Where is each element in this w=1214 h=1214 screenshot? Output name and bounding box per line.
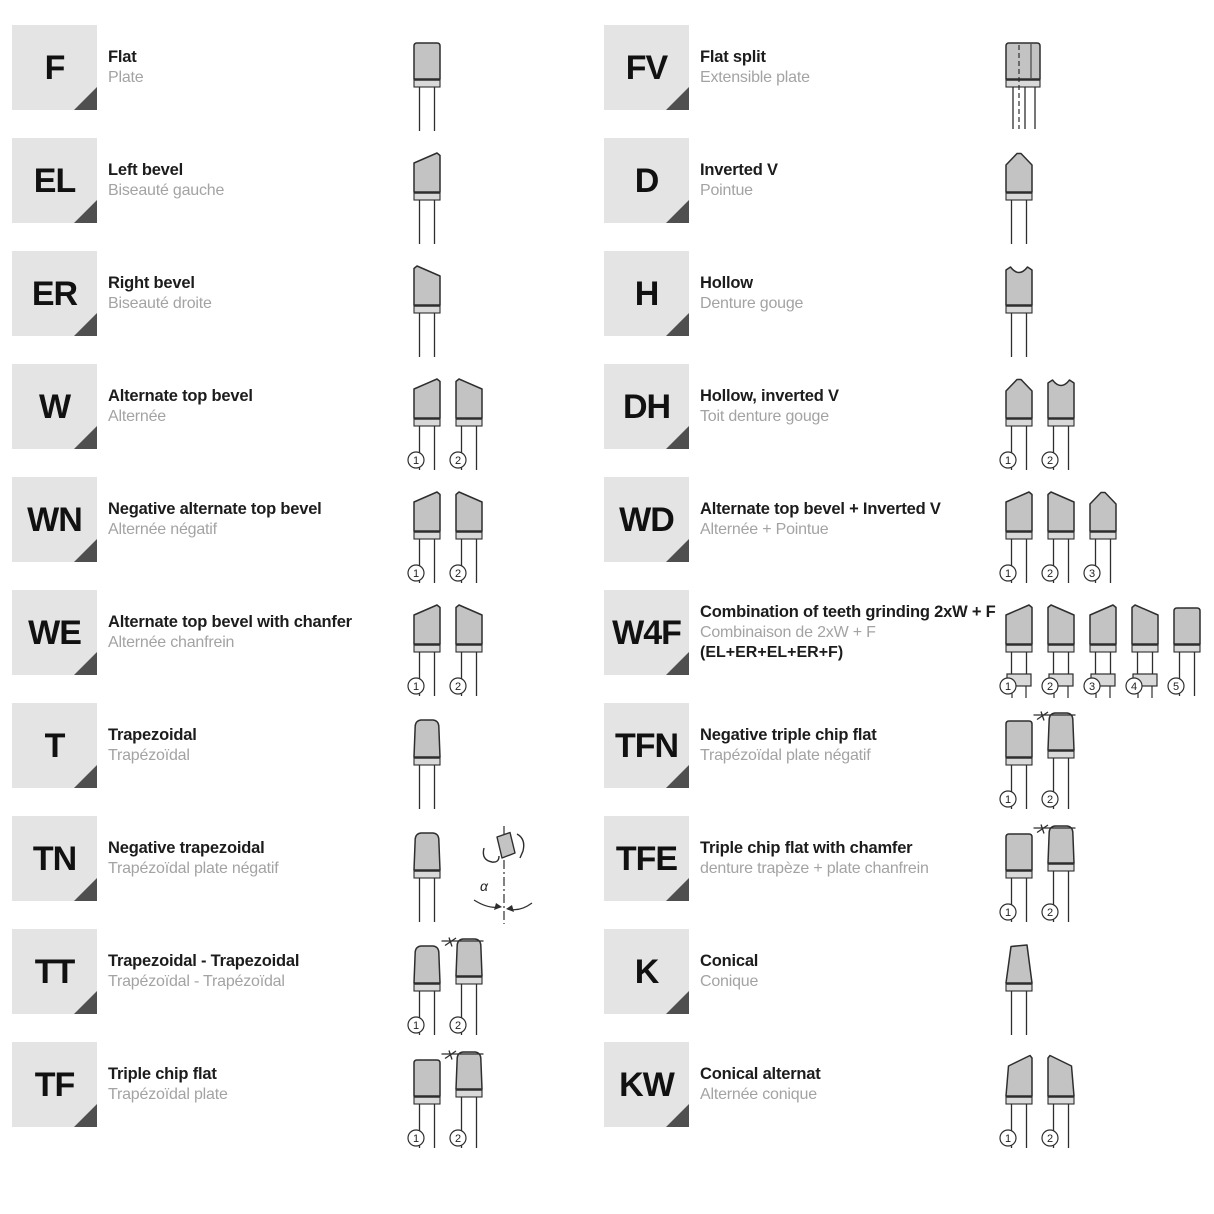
tooth-profile-illustration [406, 146, 462, 250]
svg-text:2: 2 [454, 1019, 462, 1032]
type-text-block [700, 816, 1010, 901]
type-title: Alternate top bevel + Inverted V [700, 500, 941, 519]
type-subtitle: Alternée négatif [108, 520, 217, 538]
tooth-type-row-k [604, 929, 1204, 1042]
svg-text:2: 2 [454, 1132, 462, 1145]
badge-corner-fold-icon [666, 991, 689, 1014]
svg-text:2: 2 [1046, 793, 1054, 806]
type-title: Left bevel [108, 161, 184, 180]
tooth-type-row-dh [604, 364, 1204, 477]
svg-text:4: 4 [1130, 680, 1138, 693]
type-text-block [700, 364, 1010, 449]
type-title: Triple chip flat [108, 1065, 217, 1084]
badge-corner-fold-icon [666, 878, 689, 901]
badge-corner-fold-icon [666, 87, 689, 110]
type-code-label: TF [34, 1065, 75, 1104]
type-subtitle: Trapézoïdal plate négatif [700, 746, 871, 764]
svg-text:1: 1 [1004, 906, 1012, 919]
type-code-label: D [634, 161, 659, 200]
type-code-badge [12, 364, 97, 449]
svg-text:3: 3 [1088, 680, 1096, 693]
svg-text:2: 2 [1046, 567, 1054, 580]
tooth-profile-illustration [406, 485, 504, 589]
type-text-block [108, 138, 418, 223]
type-subtitle: Conique [700, 972, 759, 990]
tooth-profile-illustration [998, 711, 1096, 815]
type-code-label: F [44, 48, 65, 87]
type-subtitle: Biseauté gauche [108, 181, 225, 199]
type-code-label: K [634, 952, 659, 991]
type-text-block [108, 703, 418, 788]
svg-text:1: 1 [1004, 680, 1012, 693]
svg-text:1: 1 [1004, 1132, 1012, 1145]
type-title: Hollow [700, 274, 753, 293]
type-code-badge [12, 816, 97, 901]
type-text-block [700, 477, 1010, 562]
type-code-badge [604, 138, 689, 223]
badge-corner-fold-icon [74, 652, 97, 675]
type-subtitle: Extensible plate [700, 68, 810, 86]
type-text-block [108, 477, 418, 562]
type-subtitle: Combinaison de 2xW + F [700, 623, 876, 641]
tooth-type-row-kw [604, 1042, 1204, 1155]
tooth-profile-illustration [406, 598, 504, 702]
type-code-label: W [38, 387, 71, 426]
type-title: Inverted V [700, 161, 778, 180]
badge-corner-fold-icon [666, 539, 689, 562]
tooth-profile-illustration [406, 372, 504, 476]
type-code-badge [604, 1042, 689, 1127]
svg-text:1: 1 [1004, 567, 1012, 580]
type-text-block [700, 251, 1010, 336]
badge-corner-fold-icon [74, 313, 97, 336]
badge-corner-fold-icon [74, 539, 97, 562]
svg-text:α: α [480, 878, 488, 894]
type-title: Right bevel [108, 274, 195, 293]
right-column [604, 25, 1204, 1155]
svg-text:3: 3 [1088, 567, 1096, 580]
type-code-label: WN [27, 500, 82, 539]
tooth-type-row-wd [604, 477, 1204, 590]
type-code-badge [604, 25, 689, 110]
badge-corner-fold-icon [74, 991, 97, 1014]
type-text-block [108, 25, 418, 110]
type-code-label: DH [622, 387, 671, 426]
type-code-badge [604, 816, 689, 901]
type-code-label: ER [31, 274, 78, 313]
type-text-block [108, 251, 418, 336]
type-title: Trapezoidal - Trapezoidal [108, 952, 300, 971]
badge-corner-fold-icon [74, 1104, 97, 1127]
type-subtitle: Alternée chanfrein [108, 633, 235, 651]
left-column [12, 25, 612, 1155]
svg-text:2: 2 [454, 680, 462, 693]
type-subtitle: Alternée [108, 407, 166, 425]
type-code-badge [604, 364, 689, 449]
type-subtitle: Alternée conique [700, 1085, 817, 1103]
type-subtitle: Biseauté droite [108, 294, 212, 312]
type-title: Negative triple chip flat [700, 726, 877, 745]
tooth-type-row-t [12, 703, 612, 816]
type-code-label: KW [619, 1065, 674, 1104]
badge-corner-fold-icon [74, 765, 97, 788]
svg-text:2: 2 [1046, 680, 1054, 693]
type-text-block [700, 703, 1010, 788]
type-subtitle: Trapézoïdal plate négatif [108, 859, 279, 877]
tooth-type-row-tf [12, 1042, 612, 1155]
type-code-badge [12, 25, 97, 110]
type-code-badge [12, 477, 97, 562]
type-title: Negative trapezoidal [108, 839, 265, 858]
svg-text:2: 2 [454, 567, 462, 580]
tooth-type-row-tfn [604, 703, 1204, 816]
type-text-block [108, 816, 418, 901]
badge-corner-fold-icon [74, 878, 97, 901]
type-subtitle: Toit denture gouge [700, 407, 829, 425]
type-code-badge [12, 590, 97, 675]
badge-corner-fold-icon [74, 426, 97, 449]
svg-text:1: 1 [412, 1132, 420, 1145]
tooth-profile-illustration [998, 598, 1214, 702]
type-title: Alternate top bevel [108, 387, 253, 406]
type-code-badge [604, 251, 689, 336]
type-title: Conical [700, 952, 759, 971]
type-text-block [700, 25, 1010, 110]
tooth-profile-illustration [998, 259, 1054, 363]
tooth-profile-illustration [998, 372, 1096, 476]
svg-text:1: 1 [1004, 454, 1012, 467]
tooth-type-row-wn [12, 477, 612, 590]
tooth-type-row-tt [12, 929, 612, 1042]
type-code-label: TFE [615, 839, 678, 878]
type-text-block [700, 138, 1010, 223]
tooth-type-row-f [12, 25, 612, 138]
svg-text:2: 2 [1046, 906, 1054, 919]
type-code-label: H [634, 274, 659, 313]
badge-corner-fold-icon [666, 1104, 689, 1127]
type-title: Negative alternate top bevel [108, 500, 322, 519]
type-subtitle: Trapézoïdal [108, 746, 190, 764]
type-text-block [700, 1042, 1010, 1127]
type-subtitle: Trapézoïdal plate [108, 1085, 228, 1103]
type-text-block [108, 590, 418, 675]
tooth-profile-illustration [406, 1050, 504, 1154]
tooth-type-row-w [12, 364, 612, 477]
tooth-type-row-fv [604, 25, 1204, 138]
type-title: Alternate top bevel with chanfer [108, 613, 352, 632]
tooth-type-row-we [12, 590, 612, 703]
svg-text:2: 2 [1046, 454, 1054, 467]
svg-text:2: 2 [1046, 1132, 1054, 1145]
type-text-block [108, 364, 418, 449]
type-title: Flat split [700, 48, 766, 67]
type-subtitle: denture trapèze + plate chanfrein [700, 859, 929, 877]
tooth-type-row-tfe [604, 816, 1204, 929]
tooth-profile-illustration [406, 259, 462, 363]
type-extra: (EL+ER+EL+ER+F) [700, 643, 844, 661]
type-code-label: TFN [614, 726, 679, 765]
type-code-badge [604, 929, 689, 1014]
type-title: Flat [108, 48, 137, 67]
tooth-profile-illustration [998, 485, 1138, 589]
type-subtitle: Plate [108, 68, 144, 86]
badge-corner-fold-icon [666, 765, 689, 788]
tooth-profile-illustration [406, 711, 462, 815]
type-text-block [108, 929, 418, 1014]
type-subtitle: Alternée + Pointue [700, 520, 829, 538]
type-subtitle: Pointue [700, 181, 753, 199]
type-code-label: TT [34, 952, 75, 991]
svg-text:5: 5 [1172, 680, 1180, 693]
badge-corner-fold-icon [666, 652, 689, 675]
svg-text:2: 2 [454, 454, 462, 467]
type-code-label: EL [33, 161, 76, 200]
type-title: Conical alternat [700, 1065, 821, 1084]
badge-corner-fold-icon [666, 313, 689, 336]
type-code-label: FV [625, 48, 668, 87]
type-code-label: WE [28, 613, 81, 652]
type-subtitle: Denture gouge [700, 294, 804, 312]
type-title: Combination of teeth grinding 2xW + F [700, 603, 996, 622]
type-code-badge [12, 251, 97, 336]
type-code-label: WD [619, 500, 674, 539]
tooth-profile-illustration [998, 824, 1096, 928]
badge-corner-fold-icon [666, 200, 689, 223]
type-code-badge [604, 703, 689, 788]
svg-text:1: 1 [412, 1019, 420, 1032]
tooth-type-row-er [12, 251, 612, 364]
type-subtitle: Trapézoïdal - Trapézoïdal [108, 972, 285, 990]
svg-text:1: 1 [412, 454, 420, 467]
svg-text:1: 1 [1004, 793, 1012, 806]
tooth-profile-illustration [406, 33, 462, 137]
type-text-block [108, 1042, 418, 1127]
svg-text:1: 1 [412, 680, 420, 693]
badge-corner-fold-icon [666, 426, 689, 449]
type-code-badge [12, 703, 97, 788]
type-title: Triple chip flat with chamfer [700, 839, 913, 858]
type-code-badge [12, 929, 97, 1014]
type-code-badge [12, 138, 97, 223]
tooth-profile-illustration [998, 146, 1054, 250]
type-code-label: W4F [612, 613, 681, 652]
tooth-profile-illustration [998, 937, 1054, 1041]
tooth-type-row-d [604, 138, 1204, 251]
type-code-label: T [44, 726, 65, 765]
badge-corner-fold-icon [74, 87, 97, 110]
type-text-block [700, 590, 1010, 675]
type-code-badge [604, 590, 689, 675]
badge-corner-fold-icon [74, 200, 97, 223]
tooth-profile-illustration [998, 1050, 1096, 1154]
tooth-profile-illustration [998, 33, 1062, 137]
type-text-block [700, 929, 1010, 1014]
type-title: Hollow, inverted V [700, 387, 839, 406]
tooth-type-row-w4f [604, 590, 1204, 703]
svg-text:1: 1 [412, 567, 420, 580]
type-code-badge [604, 477, 689, 562]
tooth-profile-illustration [406, 824, 576, 928]
type-code-label: TN [32, 839, 77, 878]
tooth-type-row-el [12, 138, 612, 251]
type-title: Trapezoidal [108, 726, 197, 745]
type-code-badge [12, 1042, 97, 1127]
tooth-profile-illustration [406, 937, 504, 1041]
tooth-type-row-h [604, 251, 1204, 364]
tooth-type-row-tn [12, 816, 612, 929]
